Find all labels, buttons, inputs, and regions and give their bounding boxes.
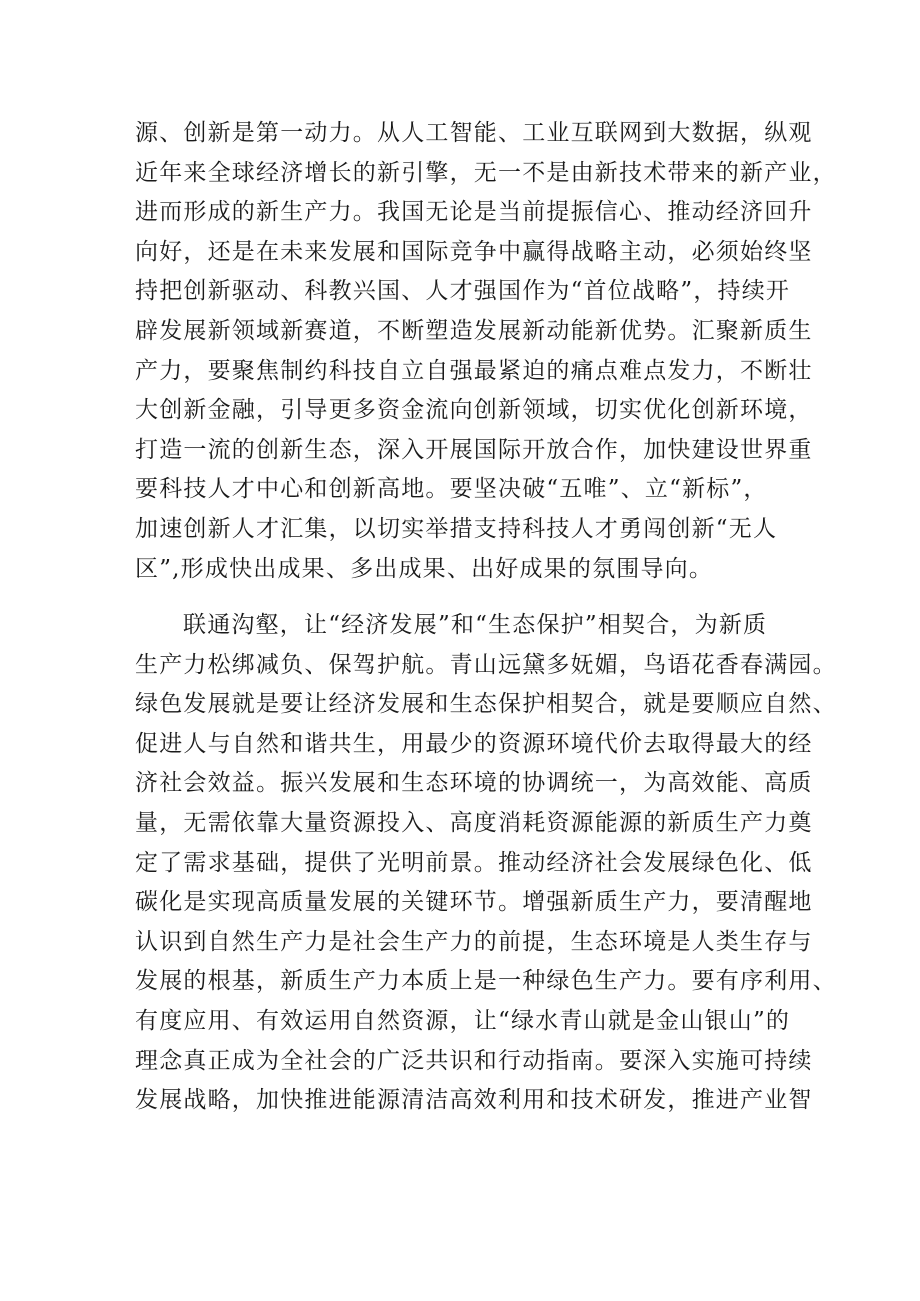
paragraph-line: 促进人与自然和谐共生，用最少的资源环境代价去取得最大的经	[135, 730, 813, 757]
paragraph-innovation	[135, 114, 837, 589]
paragraph-line: 发展战略，加快推进能源清洁高效利用和技术研发，推进产业智	[135, 1087, 813, 1114]
paragraph-line: 辟发展新领域新赛道，不断塑造发展新动能新优势。汇聚新质生	[135, 317, 813, 344]
paragraph-line: 济社会效益。振兴发展和生态环境的协调统一，为高效能、高质	[135, 770, 813, 797]
paragraph-line: 发展的根基，新质生产力本质上是一种绿色生产力。要有序利用、	[135, 968, 837, 995]
paragraph-line: 加速创新人才汇集，以切实举措支持科技人才勇闯创新“无人	[135, 515, 778, 542]
paragraph-line: 理念真正成为全社会的广泛共识和行动指南。要深入实施可持续	[135, 1047, 813, 1074]
paragraph-line: 向好，还是在未来发展和国际竞争中赢得战略主动，必须始终坚	[135, 238, 813, 265]
paragraph-line: 持把创新驱动、科教兴国、人才强国作为“首位战略”，持续开	[135, 278, 791, 305]
paragraph-line: 大创新金融，引导更多资金流向创新领域，切实优化创新环境，	[135, 397, 813, 424]
paragraph-line: 进而形成的新生产力。我国无论是当前提振信心、推动经济回升	[135, 199, 813, 226]
paragraph-line: 认识到自然生产力是社会生产力的前提，生态环境是人类生存与	[135, 928, 813, 955]
paragraph-line: 碳化是实现高质量发展的关键环节。增强新质生产力，要清醒地	[135, 889, 813, 916]
paragraph-line: 源、创新是第一动力。从人工智能、工业互联网到大数据，纵观	[135, 120, 813, 146]
paragraph-line: 绿色发展就是要让经济发展和生态保护相契合，就是要顺应自然、	[135, 691, 837, 718]
paragraph-line: 量，无需依靠大量资源投入、高度消耗资源能源的新质生产力奠	[135, 809, 813, 836]
paragraph-green-development	[135, 606, 837, 1121]
paragraph-line: 生产力松绑减负、保驾护航。青山远黛多妩媚，鸟语花香春满园。	[135, 651, 837, 678]
paragraph-line: 区”,形成快出成果、多出成果、出好成果的氛围导向。	[135, 555, 714, 582]
paragraph-line: 定了需求基础，提供了光明前景。推动经济社会发展绿色化、低	[135, 849, 813, 876]
paragraph-line: 近年来全球经济增长的新引擎，无一不是由新技术带来的新产业，	[135, 159, 837, 186]
paragraph-line: 有度应用、有效运用自然资源，让“绿水青山就是金山银山”的	[135, 1007, 791, 1034]
paragraph-line: 要科技人才中心和创新高地。要坚决破“五唯”、立“新标”，	[135, 476, 768, 503]
paragraph-line: 产力，要聚焦制约科技自立自强最紧迫的痛点难点发力，不断壮	[135, 357, 813, 384]
paragraph-line: 打造一流的创新生态，深入开展国际开放合作，加快建设世界重	[135, 436, 813, 463]
paragraph-first-line-indented: 联通沟壑，让“经济发展”和“生态保护”相契合，为新质	[183, 612, 768, 638]
